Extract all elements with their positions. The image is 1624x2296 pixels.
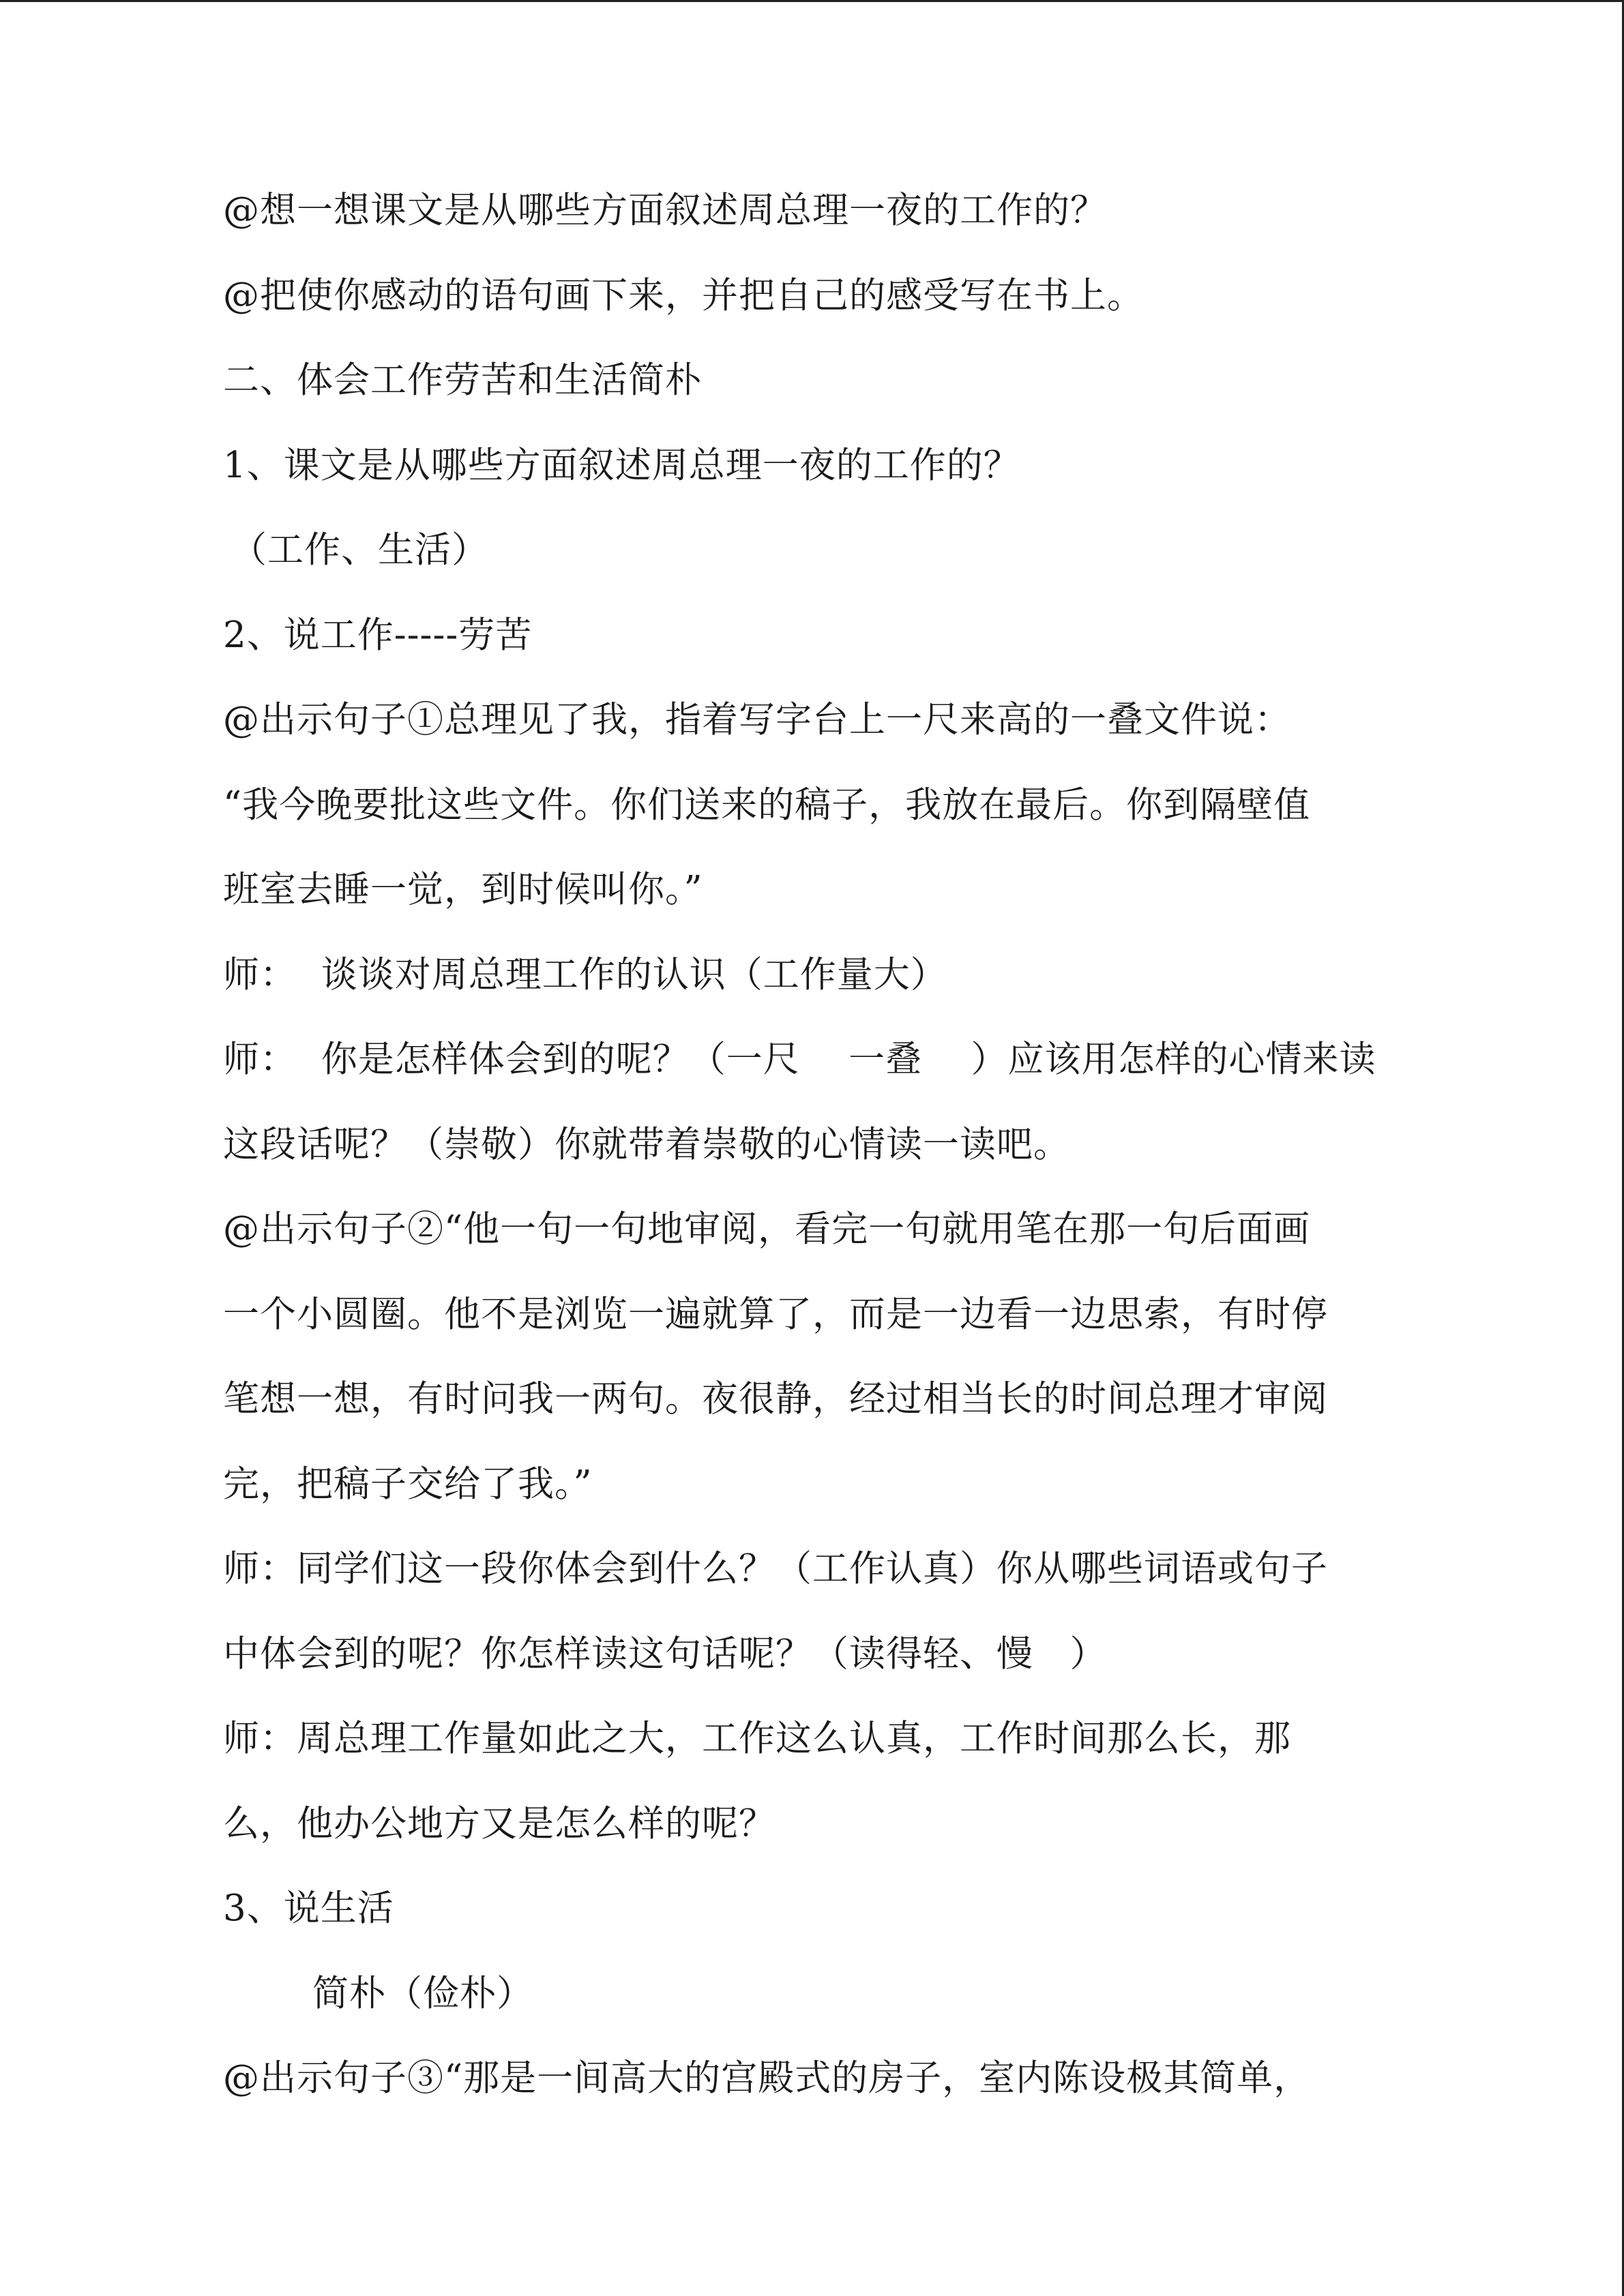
text-line: 笔想一想，有时问我一两句。夜很静，经过相当长的时间总理才审阅 — [223, 1378, 1328, 1420]
text-line: @出示句子③“那是一间高大的宫殿式的房子，室内陈设极其简单， — [223, 2057, 1311, 2099]
text-line: 么，他办公地方又是怎么样的呢？ — [223, 1803, 776, 1845]
text-line: 完，把稿子交给了我。” — [223, 1463, 593, 1505]
text-line: 师： 谈谈对周总理工作的认识（工作量大） — [223, 954, 947, 996]
text-line: 1、课文是从哪些方面叙述周总理一夜的工作的？ — [223, 445, 1020, 486]
text-line: 师： 你是怎样体会到的呢？（一尺 一叠 ）应该用怎样的心情来读 — [223, 1039, 1376, 1080]
text-line: “我今晚要批这些文件。你们送来的稿子，我放在最后。你到隔壁值 — [223, 784, 1311, 826]
text-line: @出示句子①总理见了我，指着写字台上一尺来高的一叠文件说： — [223, 699, 1291, 741]
text-line: 中体会到的呢？你怎样读这句话呢？（读得轻、慢 ） — [223, 1633, 1107, 1675]
text-line: @把使你感动的语句画下来，并把自己的感受写在书上。 — [223, 275, 1144, 316]
text-line: 班室去睡一觉，到时候叫你。” — [223, 869, 703, 910]
text-line: @出示句子②“他一句一句地审阅，看完一句就用笔在那一句后面画 — [223, 1208, 1311, 1250]
section-heading: 二、体会工作劳苦和生活简朴 — [223, 359, 702, 401]
text-line: @想一想课文是从哪些方面叙述周总理一夜的工作的？ — [223, 190, 1107, 231]
text-line: 这段话呢？（崇敬）你就带着崇敬的心情读一读吧。 — [223, 1124, 1070, 1165]
text-line: 2、说工作-----劳苦 — [223, 614, 533, 656]
text-line: 3、说生活 — [223, 1888, 394, 1929]
text-line: 师：周总理工作量如此之大，工作这么认真，工作时间那么长，那 — [223, 1718, 1291, 1759]
text-line: 师：同学们这一段你体会到什么？（工作认真）你从哪些词语或句子 — [223, 1548, 1328, 1590]
text-line: （工作、生活） — [231, 529, 488, 571]
text-line: 一个小圆圈。他不是浏览一遍就算了，而是一边看一边思索，有时停 — [223, 1294, 1328, 1335]
text-line: 简朴（俭朴） — [312, 1973, 533, 2014]
